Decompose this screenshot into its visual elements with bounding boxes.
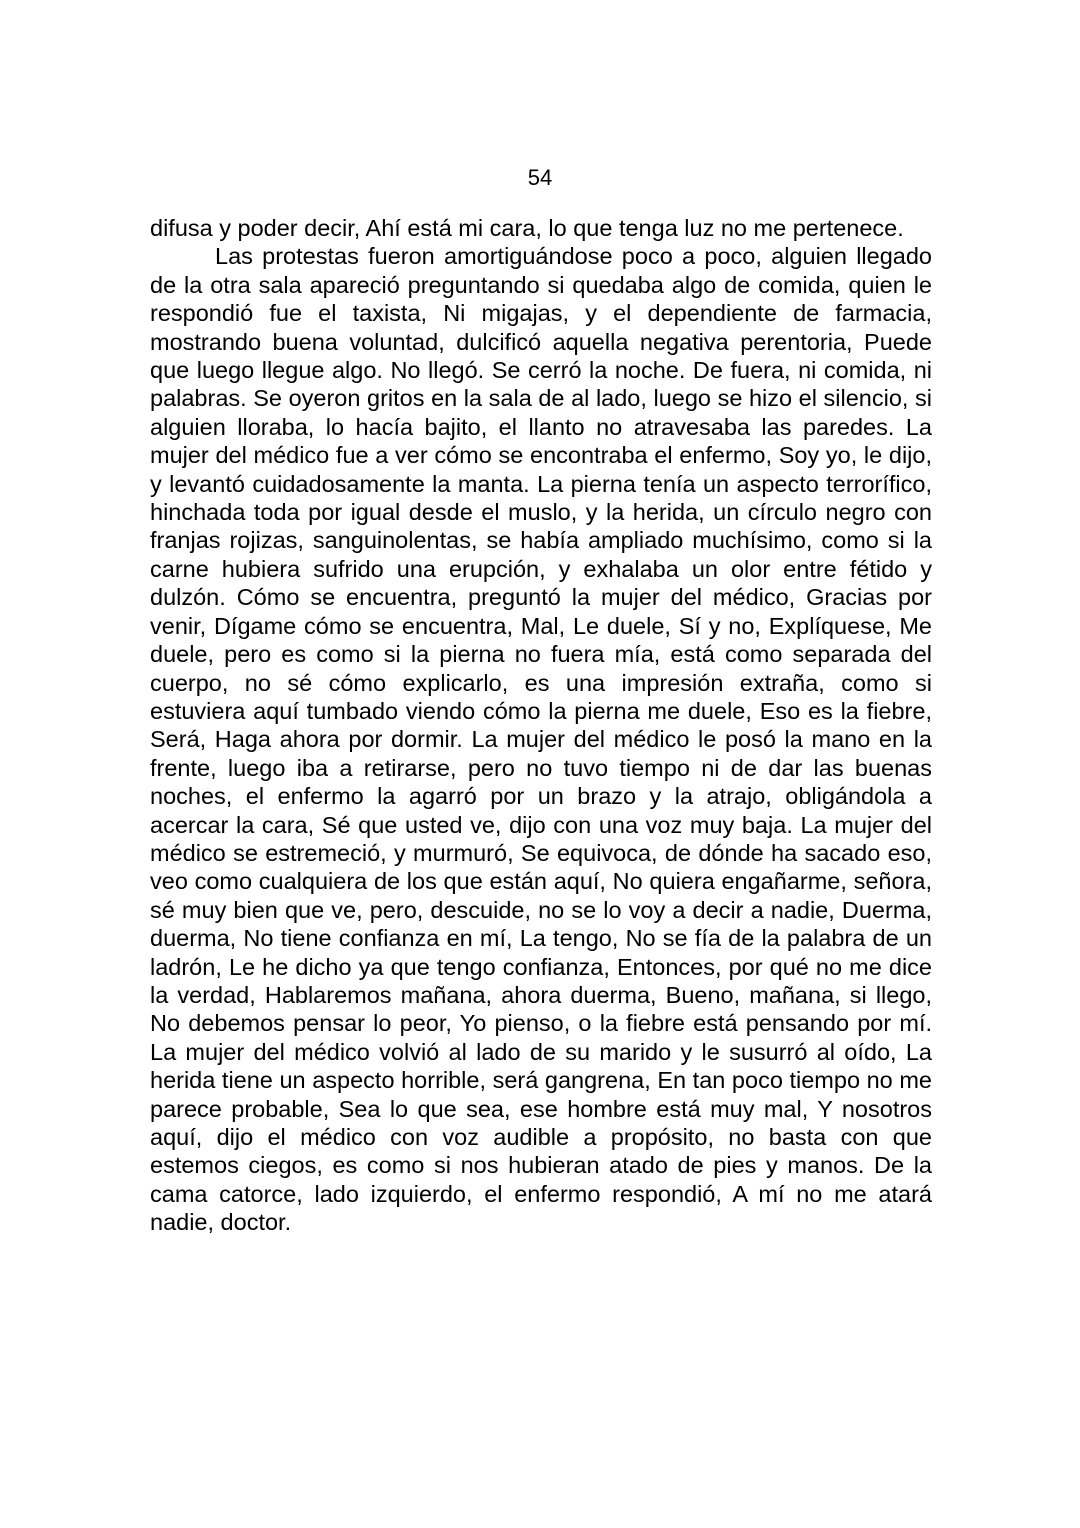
paragraph: Las protestas fueron amortiguándose poco a poco, alguien llegado de la otra sala apareció preguntando si quedaba algo de comida, quien le respondió fue el taxista, Ni migajas, y el dependiente de farmacia, mostrando buena voluntad, dulcificó aquella negativa perentoria, Puede que luego llegue algo. No llegó. Se cerró la noche. De fuera, ni comida, ni palabras. Se oyeron gritos en la sala de al lado, luego se hizo el silencio, si alguien lloraba, lo hacía bajito, el llanto no atravesaba las paredes. La mujer del médico fue a ver cómo se encontraba el enfermo, Soy yo, le dijo, y levantó cuidadosamente la manta. La pierna tenía un aspecto terrorífico, hinchada toda por igual desde el muslo, y la herida, un círculo negro con franjas rojizas, sanguinolentas, se había ampliado muchísimo, como si la carne hubiera sufrido una erupción, y exhalaba un olor entre fétido y dulzón. Cómo se encuentra, preguntó la mujer del médico, Gracias por venir, Dígame cómo se encuentra, Mal, Le duele, Sí y no, Explíquese, Me duele, pero es como si la pierna no fuera mía, está como separada del cuerpo, no sé cómo explicarlo, es una impresión extraña, como si estuviera aquí tumbado viendo cómo la pierna me duele, Eso es la fiebre, Será, Haga ahora por dormir. La mujer del médico le posó la mano en la frente, luego iba a retirarse, pero no tuvo tiempo ni de dar las buenas noches, el enfermo la agarró por un brazo y la atrajo, obligándola a acercar la cara, Sé que usted ve, dijo con una voz muy baja. La mujer del médico se estremeció, y murmuró, Se equivoca, de dónde ha sacado eso, veo como cualquiera de los que están aquí, No quiera engañarme, señora, sé muy bien que ve, pero, descuide, no se lo voy a decir a nadie, Duerma, duerma, No tiene confianza en mí, La tengo, No se fía de la palabra de un ladrón, Le he dicho ya que tengo confianza, Entonces, por qué no me dice la verdad, Hablaremos mañana, ahora duerma, Bueno, mañana, si llego, No debemos pensar lo peor, Yo pienso, o la fiebre está pensando por mí. La mujer del médico volvió al lado de su marido y le susurró al oído, La herida tiene un aspecto horrible, será gangrena, En tan poco tiempo no me parece probable, Sea lo que sea, ese hombre está muy mal, Y nosotros aquí, dijo el médico con voz audible a propósito, no basta con que estemos ciegos, es como si nos hubieran atado de pies y manos. De la cama catorce, lado izquierdo, el enfermo respondió, A mí no me atará nadie, doctor. bbox=[150, 243, 932, 1236]
body-text bbox=[150, 214, 932, 1237]
paragraph-continuation: difusa y poder decir, Ahí está mi cara, lo que tenga luz no me pertenece. bbox=[150, 215, 904, 241]
page-number: 54 bbox=[527, 165, 553, 190]
